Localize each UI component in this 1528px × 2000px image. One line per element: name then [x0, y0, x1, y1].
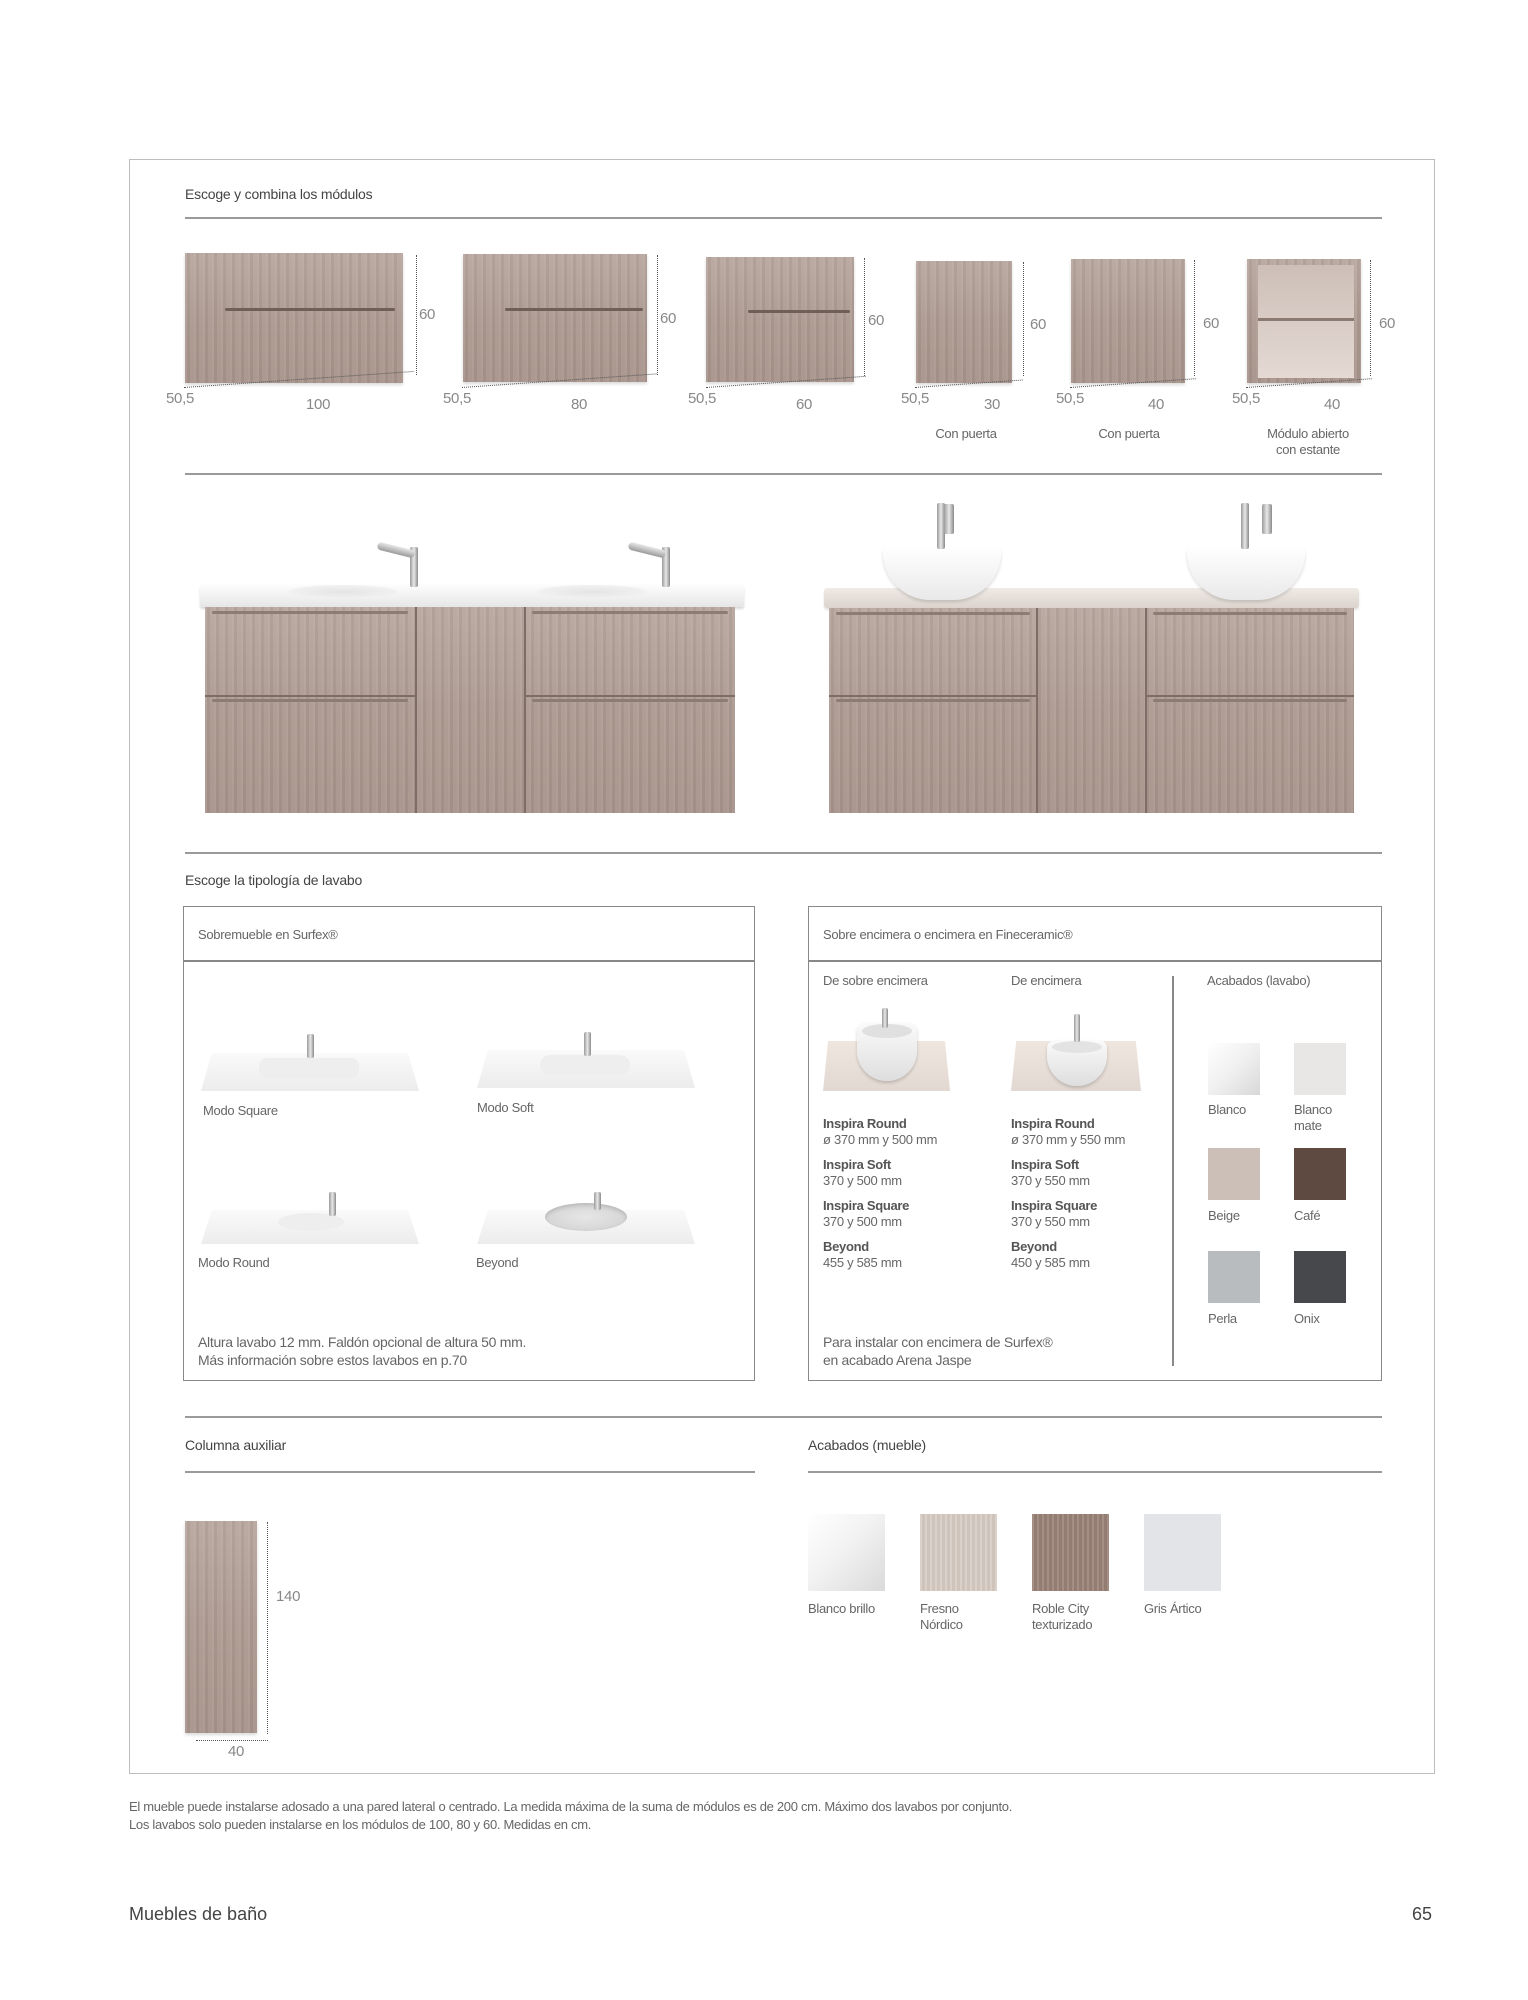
footnote-line-2: Los lavabos solo pueden instalarse en los módulos de 100, 80 y 60. Medidas en cm.	[129, 1817, 592, 1832]
divider	[185, 852, 1382, 854]
drawer-handle	[212, 611, 408, 614]
spec-name: Inspira Round	[823, 1116, 907, 1131]
box-header-divider	[808, 960, 1382, 962]
drawer-handle	[505, 308, 643, 311]
box-header-divider	[183, 960, 755, 962]
swatch-roble-city	[1032, 1514, 1109, 1591]
drawer-handle	[836, 612, 1030, 615]
spec-size: 370 y 550 mm	[1011, 1173, 1090, 1188]
drawer-handle	[748, 310, 850, 313]
fineceramic-note-2: en acabado Arena Jaspe	[823, 1352, 972, 1368]
width-label: 40	[1148, 396, 1165, 413]
panel-gap	[524, 607, 526, 813]
drawer-handle	[836, 699, 1030, 702]
furniture-finishes-title: Acabados (mueble)	[808, 1437, 926, 1453]
col2-title: De encimera	[1011, 973, 1082, 988]
width-label: 100	[306, 396, 331, 413]
finishes-title: Acabados (lavabo)	[1207, 973, 1311, 988]
faucet-lever	[944, 504, 954, 534]
column-width-label: 40	[228, 1743, 245, 1760]
divider	[185, 1416, 1382, 1418]
surfex-box	[183, 906, 755, 1381]
height-dimension-line	[657, 255, 658, 375]
module-body	[706, 257, 854, 382]
depth-label: 50,5	[1232, 390, 1260, 407]
surfex-note-2: Más información sobre estos lavabos en p.70	[198, 1352, 467, 1368]
swatch-label: Roble City texturizado	[1032, 1601, 1093, 1632]
width-label: 30	[984, 396, 1001, 413]
basin-bowl	[288, 585, 398, 599]
surfex-box-header: Sobremueble en Surfex®	[198, 927, 338, 942]
column-height-label: 140	[276, 1588, 301, 1605]
spec-name: Inspira Soft	[823, 1157, 891, 1172]
height-dimension-line	[267, 1522, 268, 1734]
height-label: 60	[419, 306, 436, 323]
panel-gap	[1145, 608, 1147, 813]
basin-label: Modo Square	[203, 1103, 278, 1118]
faucet-lever	[1262, 504, 1272, 534]
spec-size: 370 y 550 mm	[1011, 1214, 1090, 1229]
divider	[808, 1471, 1382, 1473]
basin-bowl	[537, 585, 647, 599]
depth-label: 50,5	[443, 390, 471, 407]
drawer-handle	[212, 699, 408, 702]
basin-bowl	[259, 1058, 359, 1078]
width-dimension-line	[196, 1740, 268, 1741]
swatch-gris-artico	[1144, 1514, 1221, 1591]
auxiliary-column	[185, 1521, 257, 1733]
swatch-label: Café	[1294, 1208, 1321, 1223]
faucet-icon	[329, 1192, 336, 1216]
basin-bowl	[545, 1203, 627, 1231]
fineceramic-box-header: Sobre encimera o encimera en Fineceramic®	[823, 927, 1073, 942]
faucet-icon	[1074, 1014, 1080, 1042]
module-body	[185, 253, 403, 383]
swatch-label: Blanco mate	[1294, 1102, 1332, 1133]
cabinet-body	[829, 608, 1354, 813]
height-label: 60	[868, 312, 885, 329]
spec-name: Inspira Square	[823, 1198, 910, 1213]
swatch-blanco-brillo	[808, 1514, 885, 1591]
swatch-label: Fresno Nórdico	[920, 1601, 963, 1632]
drawer-handle	[225, 308, 395, 311]
height-dimension-line	[416, 255, 417, 375]
footer-section-name: Muebles de baño	[129, 1904, 268, 1924]
basin-label: Modo Round	[198, 1255, 270, 1270]
modules-title: Escoge y combina los módulos	[185, 186, 373, 202]
height-label: 60	[1379, 315, 1396, 332]
depth-label: 50,5	[1056, 390, 1084, 407]
spec-size: 370 y 500 mm	[823, 1173, 902, 1188]
col2-specs	[1011, 1116, 1125, 1280]
panel-gap	[415, 607, 417, 813]
spec-size: 455 y 585 mm	[823, 1255, 902, 1270]
depth-label: 50,5	[688, 390, 716, 407]
spec-name: Beyond	[1011, 1239, 1057, 1254]
swatch-fresno-nordico	[920, 1514, 997, 1591]
basin-bowl	[540, 1055, 630, 1075]
faucet-icon	[307, 1034, 314, 1058]
module-body	[463, 254, 647, 382]
column-divider	[1172, 976, 1174, 1366]
spec-size: ø 370 mm y 500 mm	[823, 1132, 938, 1147]
footnote-line-1: El mueble puede instalarse adosado a una pared lateral o centrado. La medida máxima de la suma de módulos es de 200 cm. Máximo dos lavabos por conjunto.	[129, 1799, 1013, 1814]
width-label: 80	[571, 396, 588, 413]
spec-size: ø 370 mm y 550 mm	[1011, 1132, 1126, 1147]
module-caption: Con puerta	[1098, 426, 1160, 441]
drawer-handle	[532, 699, 728, 702]
height-dimension-line	[864, 258, 865, 376]
swatch-beige	[1208, 1148, 1260, 1200]
swatch-label: Blanco	[1208, 1102, 1246, 1117]
spec-size: 450 y 585 mm	[1011, 1255, 1090, 1270]
divider	[185, 1471, 755, 1473]
module-caption: Módulo abierto con estante	[1267, 426, 1349, 457]
basin-label: Beyond	[476, 1255, 519, 1270]
height-label: 60	[660, 310, 677, 327]
faucet-icon	[584, 1032, 591, 1056]
drawer-gap	[526, 695, 735, 697]
drawer-gap	[829, 695, 1036, 697]
footer-page-number: 65	[1412, 1904, 1433, 1924]
swatch-label: Blanco brillo	[808, 1601, 875, 1616]
drawer-gap	[1147, 695, 1354, 697]
height-dimension-line	[1023, 262, 1024, 376]
basin-label: Modo Soft	[477, 1100, 534, 1115]
faucet-icon	[1241, 503, 1249, 549]
col1-title: De sobre encimera	[823, 973, 928, 988]
spec-name: Inspira Soft	[1011, 1157, 1079, 1172]
height-label: 60	[1030, 316, 1047, 333]
shelf	[1258, 318, 1354, 321]
drawer-gap	[205, 695, 415, 697]
column-title: Columna auxiliar	[185, 1437, 287, 1453]
drawer-handle	[1153, 612, 1347, 615]
depth-label: 50,5	[166, 390, 194, 407]
basin-section-title: Escoge la tipología de lavabo	[185, 872, 363, 888]
divider	[185, 473, 1382, 475]
col1-specs	[823, 1116, 937, 1280]
swatch-onix	[1294, 1251, 1346, 1303]
fineceramic-note-1: Para instalar con encimera de Surfex®	[823, 1334, 1053, 1350]
module-caption: Con puerta	[935, 426, 997, 441]
module-body	[1071, 259, 1185, 383]
swatch-label: Onix	[1294, 1311, 1320, 1326]
depth-label: 50,5	[901, 390, 929, 407]
panel-gap	[1036, 608, 1038, 813]
drawer-handle	[532, 611, 728, 614]
divider	[185, 217, 1382, 219]
cabinet-body	[205, 607, 735, 813]
spec-name: Beyond	[823, 1239, 869, 1254]
swatch-blanco-mate	[1294, 1043, 1346, 1095]
height-dimension-line	[1370, 260, 1371, 376]
drawer-handle	[1153, 699, 1347, 702]
swatch-cafe	[1294, 1148, 1346, 1200]
swatch-label: Gris Ártico	[1144, 1601, 1202, 1616]
width-label: 60	[796, 396, 813, 413]
module-body	[916, 261, 1012, 383]
faucet-icon	[594, 1192, 601, 1210]
spec-name: Inspira Square	[1011, 1198, 1098, 1213]
swatch-perla	[1208, 1251, 1260, 1303]
swatch-label: Beige	[1208, 1208, 1240, 1223]
swatch-label: Perla	[1208, 1311, 1237, 1326]
open-interior	[1258, 265, 1354, 378]
height-label: 60	[1203, 315, 1220, 332]
basin-rim	[1052, 1041, 1102, 1053]
swatch-blanco	[1208, 1043, 1260, 1095]
surfex-note-1: Altura lavabo 12 mm. Faldón opcional de altura 50 mm.	[198, 1334, 527, 1350]
faucet-icon	[882, 1008, 888, 1028]
spec-size: 370 y 500 mm	[823, 1214, 902, 1229]
height-dimension-line	[1194, 260, 1195, 376]
spec-name: Inspira Round	[1011, 1116, 1095, 1131]
width-label: 40	[1324, 396, 1341, 413]
